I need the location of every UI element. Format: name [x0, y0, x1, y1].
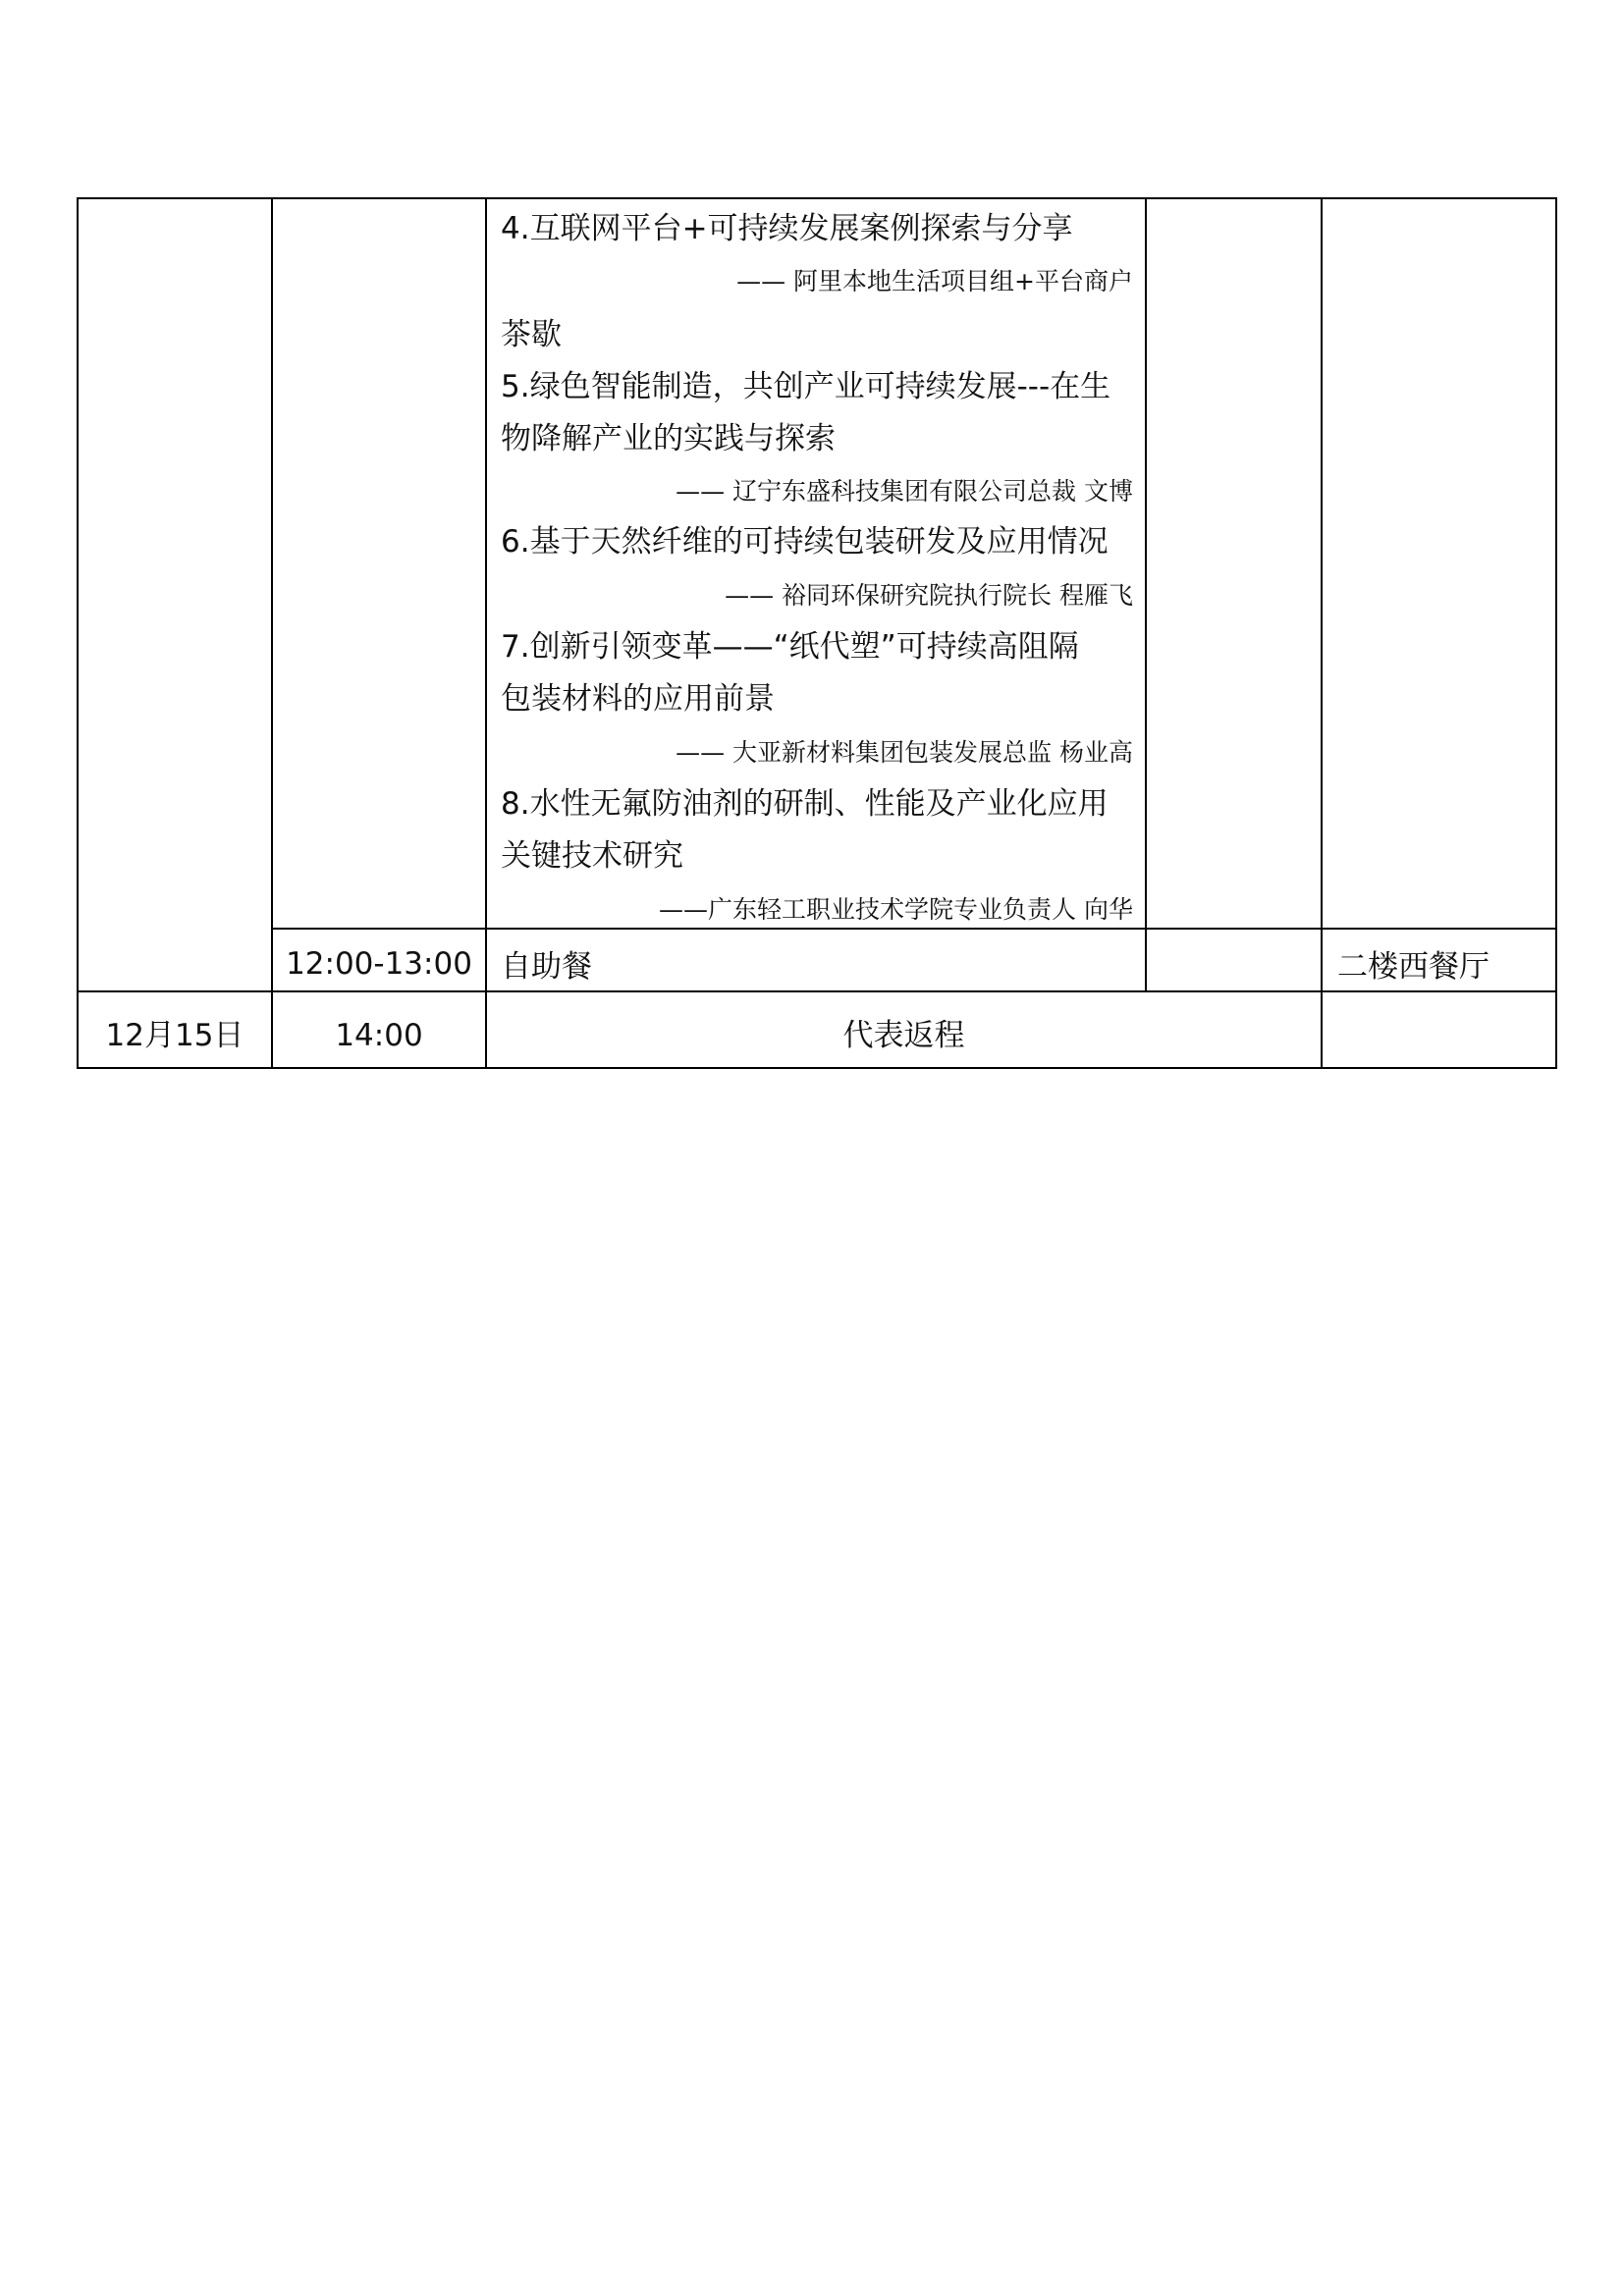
talk6-title: 6.基于天然纤维的可持续包装研发及应用情况: [501, 524, 1109, 560]
talk5-speaker: —— 辽宁东盛科技集团有限公司总裁 文博: [676, 477, 1133, 506]
talk7-speaker: —— 大亚新材料集团包装发展总监 杨业高: [676, 738, 1133, 767]
lunch-time: 12:00-13:00: [286, 946, 472, 982]
talk7-title-line2: 包装材料的应用前景: [501, 681, 775, 717]
table-right-border: [1555, 197, 1557, 1069]
talk8-speaker: ——广东轻工职业技术学院专业负责人 向华: [659, 895, 1133, 924]
departure-date: 12月15日: [105, 1018, 244, 1053]
row-divider-departure: [77, 990, 1557, 992]
talk6-speaker: —— 裕同环保研究院执行院长 程雁飞: [725, 581, 1133, 610]
table-top-border: [77, 197, 1557, 199]
talk7-title-line1: 7.创新引领变革——“纸代塑”可持续高阻隔: [501, 629, 1079, 665]
lunch-location: 二楼西餐厅: [1337, 949, 1489, 985]
talk5-title-line1: 5.绿色智能制造，共创产业可持续发展---在生: [501, 369, 1111, 404]
col-divider-host-location: [1321, 197, 1323, 1069]
talk5-title-line2: 物降解产业的实践与探索: [501, 421, 836, 456]
lunch-item: 自助餐: [501, 949, 592, 985]
col-divider-date-time: [271, 197, 273, 1069]
talk4-speaker: —— 阿里本地生活项目组+平台商户: [736, 267, 1133, 295]
talk8-title-line1: 8.水性无氟防油剂的研制、性能及产业化应用: [501, 786, 1109, 822]
table-left-border: [77, 197, 79, 1069]
talk8-title-line2: 关键技术研究: [501, 838, 683, 874]
table-bottom-border: [77, 1067, 1557, 1069]
col-divider-content-host: [1145, 197, 1147, 991]
row-divider-lunch: [272, 928, 1557, 930]
talk4-title: 4.互联网平台+可持续发展案例探索与分享: [501, 211, 1073, 246]
col-divider-time-content: [485, 197, 487, 1069]
departure-time: 14:00: [335, 1018, 423, 1053]
break-label: 茶歇: [501, 317, 562, 352]
departure-item: 代表返程: [842, 1018, 965, 1053]
